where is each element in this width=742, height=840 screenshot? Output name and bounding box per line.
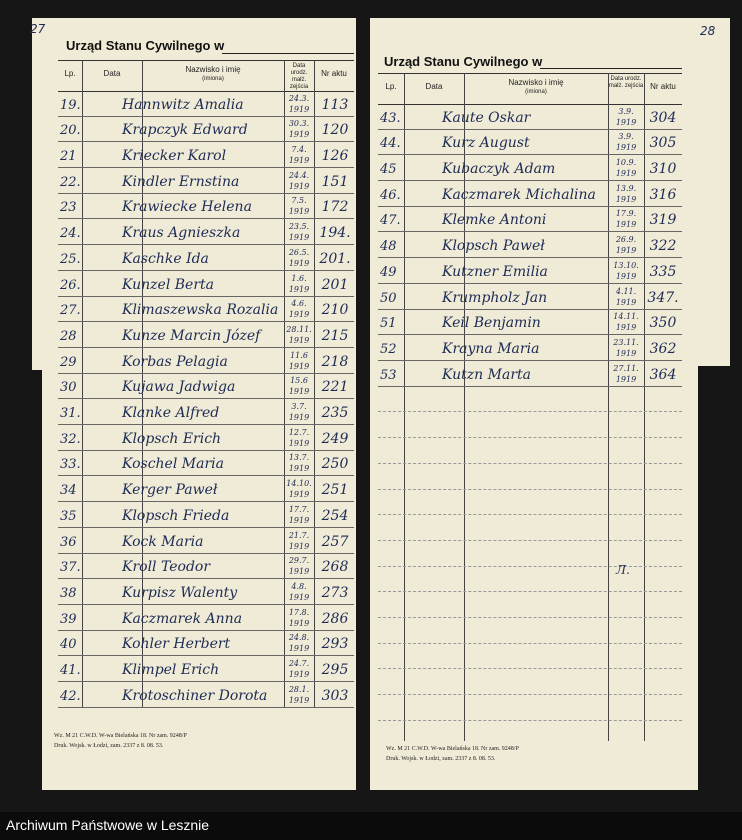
entry-date-top: 1.6. [291,273,307,283]
col-data: Data [425,82,443,91]
row-rule [58,424,354,425]
row-rule [58,398,354,399]
row-rule [58,347,354,348]
entry-row [378,234,682,260]
entry-name: Kubaczyk Adam [442,161,556,178]
entry-date-top: 3.9. [618,132,634,142]
entry-date-top: 28.1. [288,684,310,694]
row-rule [58,270,354,271]
entry-lp: 21 [60,149,77,165]
entry-row [378,285,682,311]
entry-act-number: 235 [321,405,349,422]
entry-date-bottom: 1919 [288,104,310,114]
blank-row-rule [378,411,682,412]
entry-lp: 52 [380,341,397,357]
row-rule [378,334,682,335]
row-rule [378,386,682,387]
entry-date-top: 29.7. [288,556,310,566]
entry-name: Kaczmarek Michalina [442,186,596,203]
entry-date-top: 7.5. [291,196,307,206]
entry-name: Kindler Ernstina [122,173,240,190]
row-rule [58,193,354,194]
row-rule [58,707,354,708]
entry-row [58,323,354,349]
entry-lp: 33. [60,457,81,473]
entry-lp: 48 [380,239,397,255]
entry-act-number: 251 [321,482,349,499]
entry-date-bottom: 1919 [288,438,310,448]
entry-lp: 20. [60,123,81,139]
entry-row [378,259,682,285]
row-rule [58,501,354,502]
entry-act-number: 316 [649,186,677,203]
blank-row-rule [378,514,682,515]
left-column-header [58,60,354,90]
entry-date-top: 17.8. [288,607,310,617]
entry-date-bottom: 1919 [288,695,310,705]
entry-lp: 23 [60,200,77,216]
row-rule [378,309,682,310]
entry-lp: 22. [60,174,81,190]
entry-row [58,606,354,632]
right-page-tab [690,18,730,366]
entry-row [58,246,354,272]
entry-row [58,426,354,452]
entry-date-bottom: 1919 [288,181,310,191]
entry-name: Krotoschiner Dorota [122,687,268,704]
row-rule [58,527,354,528]
entry-lp: 44. [380,136,401,152]
entry-name: Kerger Paweł [122,482,218,499]
entry-date-top: 3.7. [291,402,307,412]
row-rule [58,321,354,322]
row-rule [58,218,354,219]
page-number-left: 27 [30,22,46,36]
entry-date-bottom: 1919 [615,169,637,179]
entry-row [378,182,682,208]
col-birth-date: Data urodz. małż. zejścia [289,63,309,90]
archive-label: Archiwum Państwowe w Lesznie [6,817,210,833]
entry-date-bottom: 1919 [288,618,310,628]
entry-date-bottom: 1919 [288,413,310,423]
entry-date-bottom: 1919 [288,310,310,320]
left-footer-line2: Druk. Wojsk. w Łodzi, zam. 2337 z 8. 08. 53. [54,743,164,749]
blank-row-rule [378,617,682,618]
entry-row [58,92,354,118]
entry-row [378,156,682,182]
blank-row-rule [378,643,682,644]
entry-act-number: 215 [321,327,349,344]
entry-act-number: 249 [321,430,349,447]
entry-act-number: 120 [321,122,349,139]
entry-date-bottom: 1919 [288,258,310,268]
entry-lp: 31. [60,406,81,422]
entry-name: Koschel Maria [122,456,224,473]
blank-row-rule [378,720,682,721]
left-header-underline [222,53,354,54]
entry-name: Krawiecke Helena [122,199,252,216]
entry-date-top: 24.7. [288,659,310,669]
entry-row [378,311,682,337]
entry-date-top: 27.11. [613,363,639,373]
entry-act-number: 113 [321,96,349,113]
entry-date-bottom: 1919 [288,335,310,345]
entry-date-bottom: 1919 [615,220,637,230]
entry-name: Kujawa Jadwiga [122,379,236,396]
entry-lp: 27. [60,303,81,319]
entry-date-top: 23.11. [613,337,639,347]
entry-date-top: 30.3. [288,119,310,129]
entry-row [58,683,354,709]
row-rule [378,231,682,232]
stray-mark: Л. [616,563,630,577]
entry-date-top: 15.6 [290,376,308,386]
entry-date-bottom: 1919 [615,323,637,333]
entry-date-top: 7.4. [291,145,307,155]
entry-date-bottom: 1919 [615,271,637,281]
entry-act-number: 194. [319,225,351,242]
entry-date-bottom: 1919 [288,515,310,525]
archive-bar [0,812,742,840]
row-rule [58,167,354,168]
entry-date-top: 26.9. [615,235,637,245]
entry-lp: 37. [60,560,81,576]
entry-row [58,298,354,324]
row-rule [378,154,682,155]
entry-act-number: 268 [321,559,349,576]
blank-row-rule [378,463,682,464]
entry-name: Kunzel Berta [122,276,215,293]
entry-name: Kaute Oskar [442,109,531,126]
entry-name: Kroll Teodor [122,559,211,576]
row-rule [58,244,354,245]
entry-date-top: 24.4. [288,170,310,180]
entry-date-bottom: 1919 [615,143,637,153]
entry-lp: 29 [60,354,77,370]
entry-lp: 45 [380,162,397,178]
entry-act-number: 362 [649,340,677,357]
col-act: Nr aktu [650,82,676,91]
entry-date-top: 4.8. [291,581,307,591]
entry-act-number: 273 [321,584,349,601]
row-rule [58,373,354,374]
entry-row [58,118,354,144]
entry-name: Kriecker Karol [122,148,227,165]
entry-lp: 28 [60,328,77,344]
entry-name: Kock Maria [122,533,204,550]
row-rule [58,296,354,297]
entry-act-number: 254 [321,507,349,524]
entry-date-top: 11.6 [290,350,308,360]
entry-date-bottom: 1919 [615,374,637,384]
row-rule [58,116,354,117]
entry-row [58,169,354,195]
entry-row [58,555,354,581]
entry-lp: 38 [60,585,77,601]
entry-date-top: 3.9. [618,106,634,116]
right-footer-line1: Wz. M 21 C.W.D. W-wa Bielańska 18. Nr zam. 9248/P [386,746,519,752]
entry-row [58,400,354,426]
entry-act-number: 305 [649,135,677,152]
col-birth-date: Data urodz. małż. zejścia [608,76,644,89]
row-rule [58,475,354,476]
entry-act-number: 347. [647,289,679,306]
entry-name: Kraus Agnieszka [122,225,241,242]
entry-date-bottom: 1919 [288,567,310,577]
entry-act-number: 295 [321,662,349,679]
blank-row-rule [378,437,682,438]
entry-act-number: 293 [321,636,349,653]
entry-row [58,529,354,555]
entry-date-bottom: 1919 [288,670,310,680]
entry-name: Kutzner Emilia [442,263,548,280]
entry-row [58,195,354,221]
entry-name: Krapczyk Edward [122,122,248,139]
entry-name: Krumpholz Jan [442,289,548,306]
entry-date-top: 10.9. [615,158,637,168]
entry-name: Kurpisz Walenty [122,584,238,601]
entry-act-number: 303 [321,687,349,704]
col-name-sub: (imiona) [202,76,224,82]
entry-name: Klopsch Erich [122,430,222,447]
blank-row-rule [378,566,682,567]
entry-row [378,208,682,234]
entry-name: Klimpel Erich [122,662,220,679]
row-rule [58,681,354,682]
entry-name: Kaschke Ida [122,250,209,267]
entry-lp: 36 [60,534,77,550]
entry-date-top: 13.10. [613,260,639,270]
entry-row [58,272,354,298]
left-page-tab [32,18,48,370]
entry-row [378,105,682,131]
entry-lp: 25. [60,251,81,267]
entry-name: Keil Benjamin [442,315,541,332]
entry-date-top: 28.11. [286,324,312,334]
entry-row [58,632,354,658]
entry-act-number: 286 [321,610,349,627]
row-rule [58,578,354,579]
entry-date-bottom: 1919 [288,464,310,474]
entry-name: Kunze Marcin Józef [122,327,261,344]
col-name: Nazwisko i imię [185,65,241,74]
row-rule [58,630,354,631]
entry-date-bottom: 1919 [288,541,310,551]
entry-name: Kaczmarek Anna [122,610,243,627]
entry-date-top: 24.3. [288,93,310,103]
entry-act-number: 364 [649,366,677,383]
entry-date-bottom: 1919 [288,387,310,397]
entry-date-bottom: 1919 [288,233,310,243]
entry-date-top: 4.6. [291,299,307,309]
entry-row [58,349,354,375]
entry-date-top: 14.10. [286,479,312,489]
blank-row-rule [378,694,682,695]
left-header-title: Urząd Stanu Cywilnego w [66,38,225,53]
entry-date-top: 13.7. [288,453,310,463]
entry-name: Klopsch Frieda [122,507,230,524]
row-rule [58,604,354,605]
entry-act-number: 151 [321,173,349,190]
row-rule [58,655,354,656]
entry-lp: 24. [60,226,81,242]
entry-date-top: 21.7. [288,530,310,540]
entry-lp: 34 [60,483,77,499]
row-rule [58,141,354,142]
blank-row-rule [378,540,682,541]
entry-name: Klimaszewska Rozalia [122,302,279,319]
entry-lp: 50 [380,290,397,306]
entry-date-bottom: 1919 [288,490,310,500]
row-rule [378,257,682,258]
entry-lp: 19. [60,97,81,113]
entry-date-bottom: 1919 [288,644,310,654]
entry-act-number: 257 [321,533,349,550]
entry-row [378,336,682,362]
right-header-title: Urząd Stanu Cywilnego w [384,54,543,69]
entry-act-number: 250 [321,456,349,473]
blank-row-rule [378,591,682,592]
entry-name: Klemke Antoni [442,212,547,229]
entry-lp: 47. [380,213,401,229]
entry-date-bottom: 1919 [288,592,310,602]
entry-date-bottom: 1919 [288,284,310,294]
entry-lp: 46. [380,187,401,203]
entry-date-bottom: 1919 [615,348,637,358]
entry-row [58,143,354,169]
entry-act-number: 319 [649,212,677,229]
entry-name: Hannwitz Amalia [122,96,244,113]
entry-lp: 40 [60,637,77,653]
entry-row [58,221,354,247]
entry-row [58,657,354,683]
entry-row [58,375,354,401]
col-lp: Lp. [385,82,397,91]
right-column-header [378,73,682,103]
entry-act-number: 201. [319,250,351,267]
entry-date-top: 14.11. [613,312,639,322]
blank-row-rule [378,489,682,490]
row-rule [378,206,682,207]
entry-lp: 49 [380,264,397,280]
entry-lp: 32. [60,431,81,447]
entry-lp: 35 [60,508,77,524]
entry-lp: 39 [60,611,77,627]
entry-date-bottom: 1919 [615,297,637,307]
entry-act-number: 350 [649,315,677,332]
entry-lp: 43. [380,110,401,126]
row-rule [378,180,682,181]
right-header-underline [540,68,682,69]
entry-date-top: 17.7. [288,504,310,514]
entry-act-number: 201 [321,276,349,293]
entry-date-bottom: 1919 [288,130,310,140]
entry-row [58,478,354,504]
row-rule [58,450,354,451]
entry-lp: 51 [380,316,397,332]
entry-lp: 42. [60,688,81,704]
entry-act-number: 310 [649,161,677,178]
entry-name: Klanke Alfred [122,405,220,422]
row-rule [378,129,682,130]
col-name: Nazwisko i imię [508,78,564,87]
row-rule [58,553,354,554]
entry-date-bottom: 1919 [288,361,310,371]
entry-date-top: 13.9. [615,183,637,193]
row-rule [378,360,682,361]
entry-row [58,580,354,606]
entry-act-number: 126 [321,148,349,165]
col-act: Nr aktu [321,69,347,78]
col-name-sub: (imiona) [525,89,547,95]
entry-date-top: 12.7. [288,427,310,437]
entry-date-top: 17.9. [615,209,637,219]
entry-name: Krayna Maria [442,340,540,357]
entry-row [58,452,354,478]
entry-date-bottom: 1919 [615,246,637,256]
entry-row [378,362,682,388]
entry-name: Kohler Herbert [122,636,231,653]
entry-act-number: 221 [321,379,349,396]
entry-act-number: 210 [321,302,349,319]
entry-name: Kurz August [442,135,530,152]
entry-row [378,131,682,157]
entry-row [58,503,354,529]
entry-lp: 30 [60,380,77,396]
left-footer-line1: Wz. M 21 C.W.D. W-wa Bielańska 18. Nr zam. 9248/P [54,733,187,739]
entry-name: Korbas Pelagia [122,353,228,370]
entry-act-number: 335 [649,263,677,280]
entry-lp: 53 [380,367,397,383]
entry-date-top: 24.8. [288,633,310,643]
entry-date-top: 23.5. [288,222,310,232]
row-rule [378,283,682,284]
entry-date-top: 4.11. [615,286,637,296]
entry-date-bottom: 1919 [288,207,310,217]
entry-act-number: 218 [321,353,349,370]
entry-date-bottom: 1919 [288,156,310,166]
blank-row-rule [378,668,682,669]
entry-name: Klopsch Paweł [442,238,545,255]
entry-name: Kutzn Marta [442,366,531,383]
entry-date-top: 26.5. [288,247,310,257]
entry-act-number: 322 [649,238,677,255]
entry-act-number: 172 [321,199,349,216]
entry-lp: 41. [60,663,81,679]
entry-act-number: 304 [649,109,677,126]
entry-date-bottom: 1919 [615,117,637,127]
col-lp: Lp. [64,69,76,78]
entry-lp: 26. [60,277,81,293]
right-footer-line2: Druk. Wojsk. w Łodzi, zam. 2337 z 8. 08. 53. [386,756,496,762]
page-number-right: 28 [700,24,716,38]
col-data: Data [103,69,121,78]
entry-date-bottom: 1919 [615,194,637,204]
